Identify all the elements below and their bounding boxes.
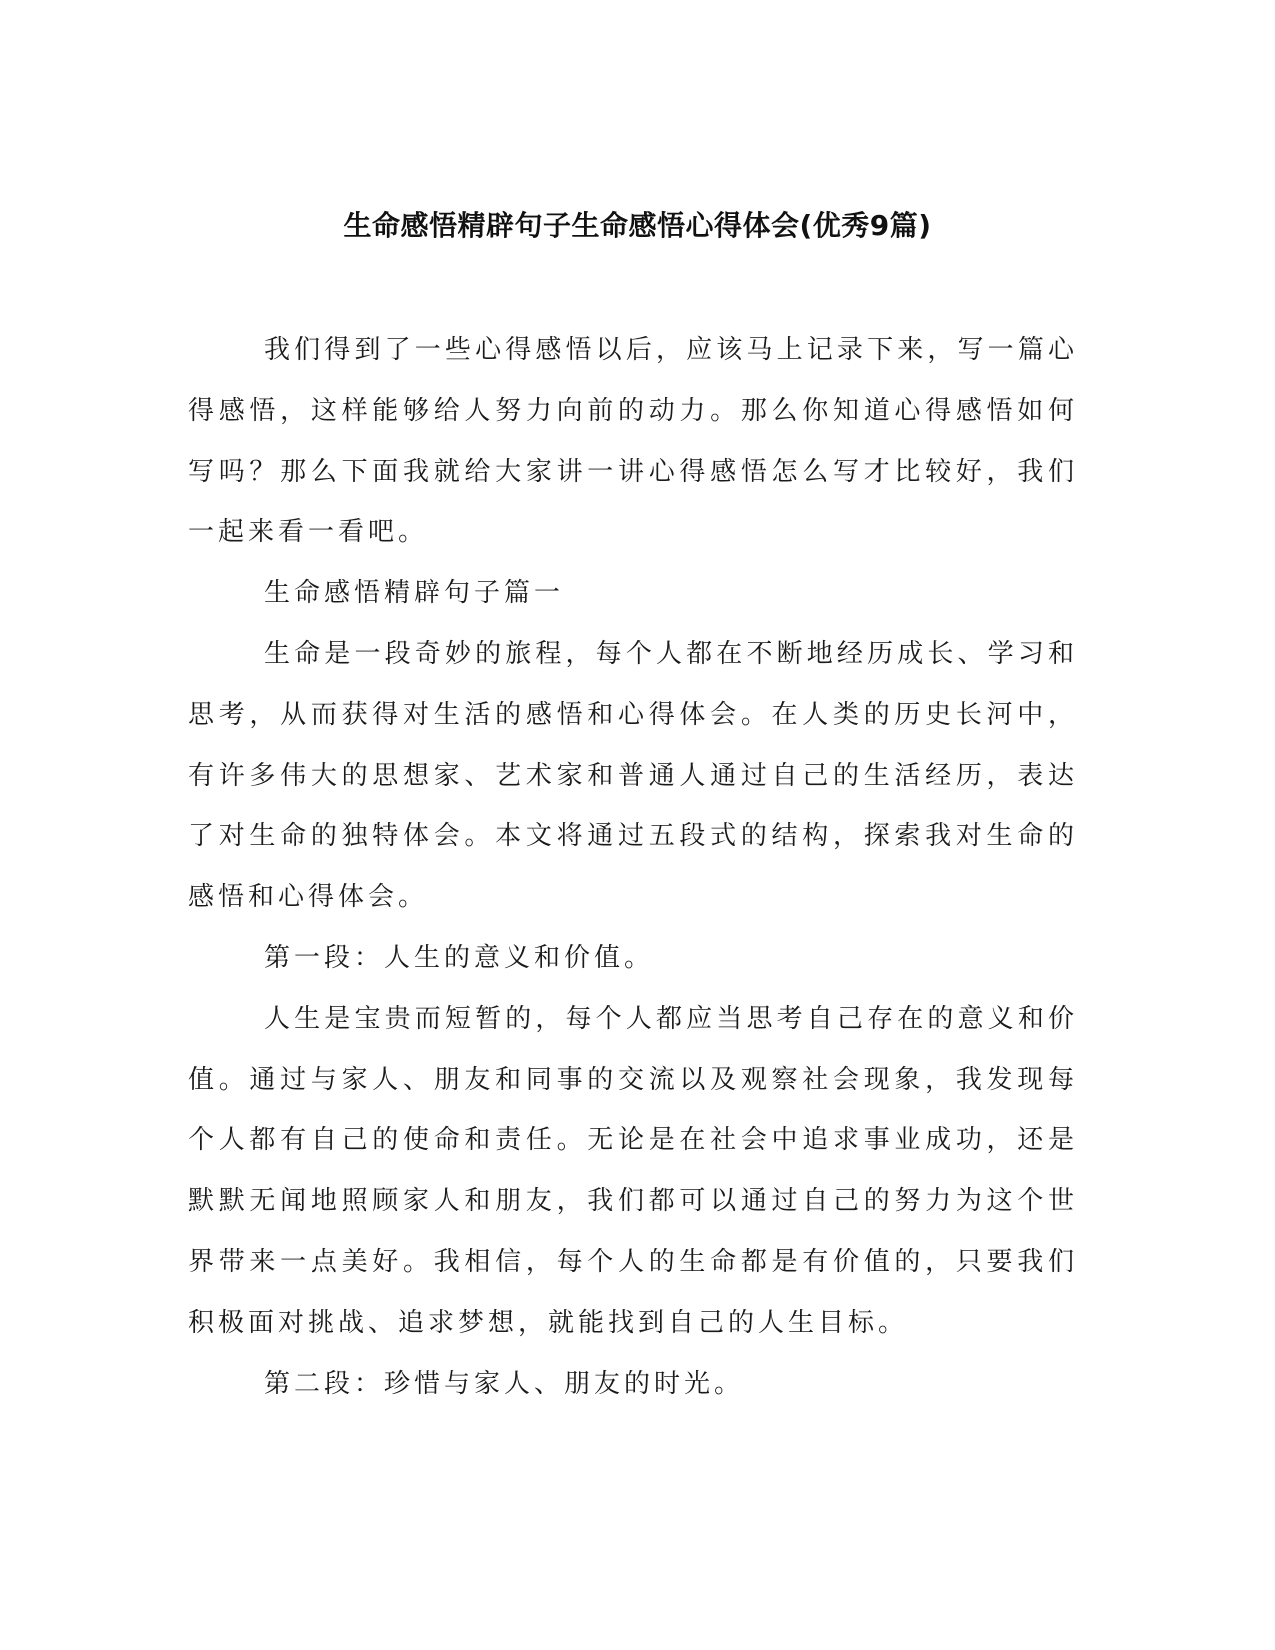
document-body [188,320,1078,1414]
document-title: 生命感悟精辟句子生命感悟心得体会(优秀9篇) [343,209,932,242]
section-heading-part-one: 第一段：人生的意义和价值。 [264,942,655,973]
body-paragraph: 人生是宝贵而短暂的，每个人都应当思考自己存在的意义和价值。通过与家人、朋友和同事的交流以及观察社会现象，我发现每个人都有自己的使命和责任。无论是在社会中追求事业成功，还是默默无闻地照顾家人和朋友，我们都可以通过自己的努力为这个世界带来一点美好。我相信，每个人的生命都是有价值的，只要我们积极面对挑战、追求梦想，就能找到自己的人生目标。 [188,1003,1078,1338]
section-heading-piece-one: 生命感悟精辟句子篇一 [264,578,565,609]
section-heading-part-two: 第二段：珍惜与家人、朋友的时光。 [264,1368,745,1399]
body-paragraph: 生命是一段奇妙的旅程，每个人都在不断地经历成长、学习和思考，从而获得对生活的感悟和心得体会。在人类的历史长河中，有许多伟大的思想家、艺术家和普通人通过自己的生活经历，表达了对生命的独特体会。本文将通过五段式的结构，探索我对生命的感悟和心得体会。 [188,638,1078,913]
intro-paragraph: 我们得到了一些心得感悟以后，应该马上记录下来，写一篇心得感悟，这样能够给人努力向前的动力。那么你知道心得感悟如何写吗？那么下面我就给大家讲一讲心得感悟怎么写才比较好，我们一起来看一看吧。 [188,335,1078,548]
